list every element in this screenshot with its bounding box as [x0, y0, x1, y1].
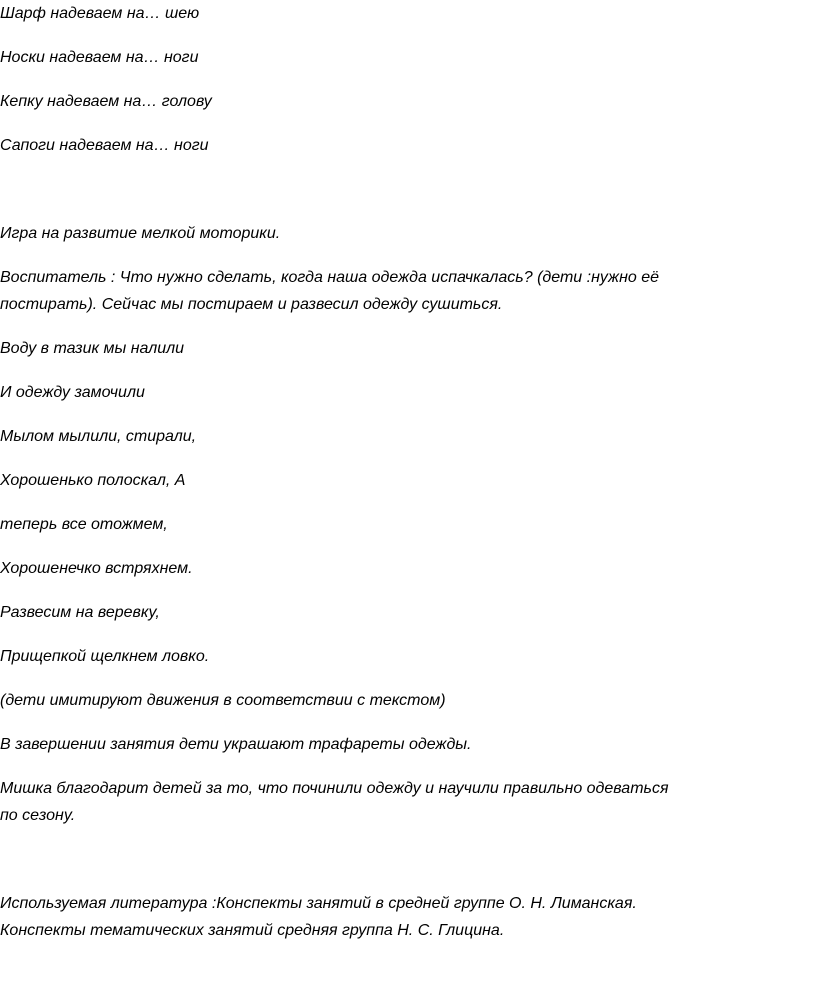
poem-line-7: Развесим на веревку,: [0, 604, 160, 621]
text-line-scarf: Шарф надеваем на… шею: [0, 5, 200, 22]
literature-line-1: Используемая литература :Конспекты занятий в средней группе О. Н. Лиманская.: [0, 895, 637, 912]
text-line-teacher-2: постирать). Сейчас мы постираем и развесил одежду сушиться.: [0, 296, 503, 313]
text-line-children-imitate: (дети имитируют движения в соответствии с текстом): [0, 692, 446, 709]
text-line-bear-2: по сезону.: [0, 807, 76, 824]
poem-line-5: теперь все отожмем,: [0, 516, 168, 533]
poem-line-3: Мылом мылили, стирали,: [0, 428, 197, 445]
poem-line-6: Хорошенечко встряхнем.: [0, 560, 193, 577]
section-heading-game: Игра на развитие мелкой моторики.: [0, 225, 281, 242]
text-line-bear-1: Мишка благодарит детей за то, что починили одежду и научили правильно одеваться: [0, 780, 669, 797]
text-line-teacher-1: Воспитатель : Что нужно сделать, когда наша одежда испачкалась? (дети :нужно её: [0, 269, 660, 286]
poem-line-8: Прищепкой щелкнем ловко.: [0, 648, 210, 665]
poem-line-1: Воду в тазик мы налили: [0, 340, 185, 357]
text-line-boots: Сапоги надеваем на… ноги: [0, 137, 209, 154]
text-line-cap: Кепку надеваем на… голову: [0, 93, 212, 110]
literature-line-2: Конспекты тематических занятий средняя группа Н. С. Глицина.: [0, 922, 505, 939]
poem-line-2: И одежду замочили: [0, 384, 145, 401]
text-line-socks: Носки надеваем на… ноги: [0, 49, 199, 66]
poem-line-4: Хорошенько полоскал, А: [0, 472, 186, 489]
text-line-conclusion: В завершении занятия дети украшают трафареты одежды.: [0, 736, 472, 753]
